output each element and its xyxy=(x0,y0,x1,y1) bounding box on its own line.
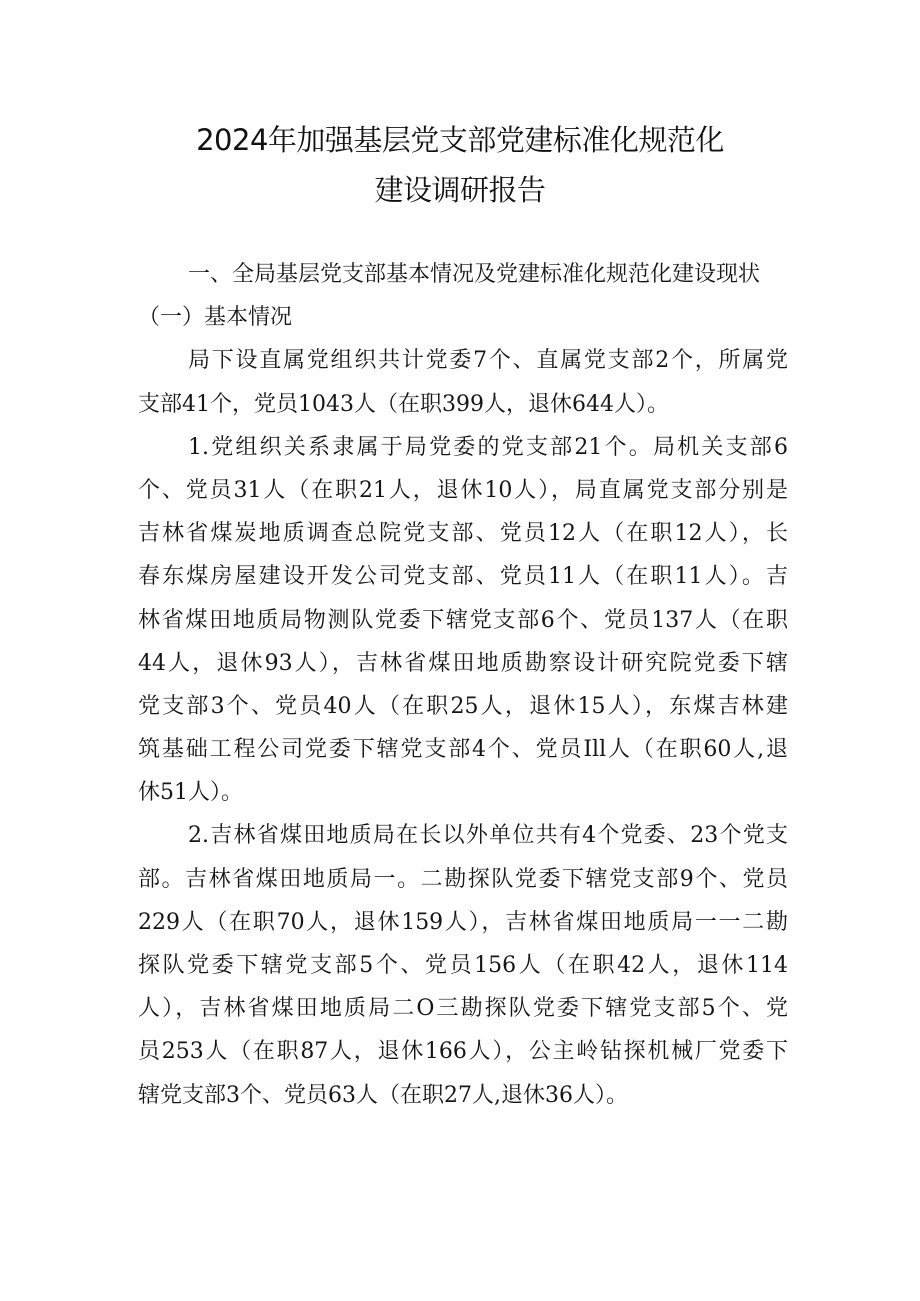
paragraph-line: 春东煤房屋建设开发公司党支部、党员11人（在职11人）。吉 xyxy=(138,564,788,590)
document-body xyxy=(138,253,788,1117)
paragraph-line: 个、党员31人（在职21人，退休10人），局直属党支部分别是 xyxy=(138,477,788,503)
paragraph-line: 休51人）。 xyxy=(138,780,243,806)
paragraph-line: 部。吉林省煤田地质局一。二勘探队党委下辖党支部9个、党员 xyxy=(138,866,788,892)
paragraph-line: 44人，退休93人），吉林省煤田地质勘察设计研究院党委下辖 xyxy=(138,650,788,676)
paragraph-line: （一）基本情况 xyxy=(138,305,293,331)
paragraph-line: 一、全局基层党支部基本情况及党建标准化规范化建设现状 xyxy=(188,262,761,287)
paragraph-line: 辖党支部3个、党员63人（在职27人,退休36人）。 xyxy=(138,1082,628,1108)
paragraph-line: 局下设直属党组织共计党委7个、直属党支部2个，所属党 xyxy=(188,348,788,374)
paragraph-line: 2.吉林省煤田地质局在长以外单位共有4个党委、23个党支 xyxy=(188,823,788,849)
paragraph-line: 员253人（在职87人，退休166人），公主岭钻探机械厂党委下 xyxy=(138,1039,788,1065)
document-title-line-2: 建设调研报告 xyxy=(374,173,546,207)
document-title-line-1: 2024年加强基层党支部党建标准化规范化 xyxy=(196,123,724,157)
paragraph-line: 1.党组织关系隶属于局党委的党支部21个。局机关支部6 xyxy=(188,434,788,460)
paragraph-line: 支部41个，党员1043人（在职399人，退休644人）。 xyxy=(138,391,669,417)
paragraph-line: 人），吉林省煤田地质局二O三勘探队党委下辖党支部5个、党 xyxy=(138,996,788,1022)
paragraph-line: 229人（在职70人，退休159人），吉林省煤田地质局一一二勘 xyxy=(138,909,788,935)
paragraph-line: 党支部3个、党员40人（在职25人，退休15人），东煤吉林建 xyxy=(138,693,788,719)
paragraph-line: 吉林省煤炭地质调查总院党支部、党员12人（在职12人），长 xyxy=(138,521,788,547)
paragraph-line: 筑基础工程公司党委下辖党支部4个、党员Ill人（在职60人,退 xyxy=(138,737,788,763)
paragraph-line: 林省煤田地质局物测队党委下辖党支部6个、党员137人（在职 xyxy=(138,607,788,633)
paragraph-line: 探队党委下辖党支部5个、党员156人（在职42人，退休114 xyxy=(138,953,788,978)
